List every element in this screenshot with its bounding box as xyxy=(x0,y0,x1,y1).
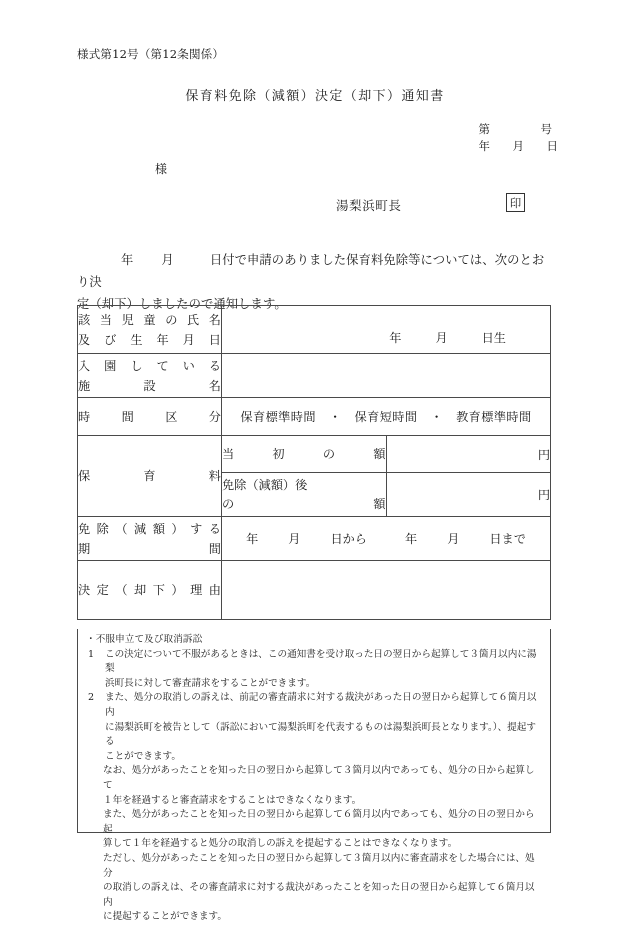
note-number: 1 xyxy=(88,648,95,660)
date-day-label: 日 xyxy=(546,139,558,153)
note-line: に湯梨浜町を被告として（訴訟において湯梨浜町を代表するものは湯梨浜町長となります。）、提起する xyxy=(105,721,536,748)
table-row-decision-reason xyxy=(78,561,551,620)
row-value-decision-reason[interactable] xyxy=(222,561,551,620)
row-label-line2: 施設名 xyxy=(78,378,221,393)
note-line: 浜町長に対して審査請求をすることができます。 xyxy=(105,677,316,689)
period-to-year-label: 年 xyxy=(405,532,418,546)
row-label-line1: 入園している xyxy=(78,358,221,373)
note-line: また、処分があったことを知った日の翌日から起算して６箇月以内であっても、処分の日の翌日から起 xyxy=(103,809,535,835)
dob-day-label: 日生 xyxy=(481,331,506,345)
sub-label-amount-after-reduction xyxy=(222,473,387,517)
document-number-date-block xyxy=(479,121,559,155)
date-year-label: 年 xyxy=(478,139,490,153)
note-line: に提起することができます。 xyxy=(103,911,227,923)
table-row-child-name-dob xyxy=(78,306,551,354)
issuer-name: 湯梨浜町長 xyxy=(336,198,402,213)
row-label-exemption-period xyxy=(78,517,222,561)
document-number-line xyxy=(479,121,559,138)
row-label-text: 時間区分 xyxy=(78,409,221,424)
seal-stamp-box: 印 xyxy=(506,193,525,212)
note-line: また、処分の取消しの訴えは、前記の審査請求に対する裁決があった日の翌日から起算して６箇月以内 xyxy=(105,692,537,718)
row-label-line2: 及び生年月日 xyxy=(78,332,221,347)
appeal-note-supplementary xyxy=(86,764,543,925)
row-label-line1: 該当児童の氏名 xyxy=(78,312,221,327)
document-title: 保育料免除（減額）決定（却下）通知書 xyxy=(185,89,445,104)
appeal-notice-heading: ・不服申立て及び取消訴訟 xyxy=(86,634,203,645)
row-label-text: 決定（却下）理由 xyxy=(78,583,221,597)
note-line: ことができます。 xyxy=(105,750,181,762)
note-line: なお、処分があったことを知った日の翌日から起算して３箇月以内であっても、処分の日から起算して xyxy=(103,765,535,791)
row-label-line2: 期間 xyxy=(78,541,221,556)
dob-year-label: 年 xyxy=(389,331,402,345)
body-line2-text: 定（却下）しましたので通知します。 xyxy=(77,297,287,311)
note-text xyxy=(105,691,543,764)
sub-label-line1: 免除（減額）後 xyxy=(222,477,308,492)
dob-month-label: 月 xyxy=(435,331,448,345)
table-row-fee-original xyxy=(78,436,551,473)
time-option-standard-education[interactable]: 教育標準時間 xyxy=(456,410,532,424)
table-row-time-classification xyxy=(78,398,551,436)
appeal-note-item-1 xyxy=(86,648,543,692)
appeal-note-item-2 xyxy=(86,691,543,764)
body-line1-text: 日付で申請のありました保育料免除等については、次のとおり決 xyxy=(77,253,545,289)
sub-label-text: 当初の額 xyxy=(222,446,386,461)
addressee-honorific: 様 xyxy=(155,162,168,176)
body-year-label: 年 xyxy=(121,253,134,267)
value-amount-after-reduction[interactable] xyxy=(386,473,551,517)
time-option-standard-care[interactable]: 保育標準時間 xyxy=(240,410,316,424)
row-label-decision-reason xyxy=(78,561,222,620)
note-text xyxy=(105,648,543,692)
row-value-time-classification xyxy=(222,398,551,436)
number-suffix-label: 号 xyxy=(540,122,552,136)
note-number: 2 xyxy=(88,692,95,704)
currency-unit-yen: 円 xyxy=(537,488,550,502)
dob-placeholder-line xyxy=(222,308,550,351)
decision-details-table xyxy=(77,305,551,620)
note-line: この決定について不服があるときは、この通知書を受け取った日の翌日から起算して３箇月以内に湯梨 xyxy=(105,648,537,675)
document-date-line xyxy=(479,138,559,155)
period-from-day-label: 日から xyxy=(330,532,367,546)
note-line: ただし、処分があったことを知った日の翌日から起算して３箇月以内に審査請求をした場合には、処分 xyxy=(103,852,535,879)
table-row-exemption-period xyxy=(78,517,551,561)
row-label-time-classification xyxy=(78,398,222,436)
note-line: １年を経過すると審査請求をすることはできなくなります。 xyxy=(103,794,362,806)
row-value-child-name-dob[interactable] xyxy=(222,306,551,354)
sub-label-line2: の額 xyxy=(222,496,386,511)
option-separator-1: ・ xyxy=(328,410,342,424)
period-from-year-label: 年 xyxy=(246,532,259,546)
row-label-childcare-fee xyxy=(78,436,222,517)
date-month-label: 月 xyxy=(512,139,524,153)
currency-unit-yen: 円 xyxy=(537,447,550,462)
sub-label-original-amount xyxy=(222,436,387,473)
note-line: 算して１年を経過すると処分の取消しの訴えを提起することはできなくなります。 xyxy=(103,838,458,850)
table-row-facility-name xyxy=(78,354,551,398)
period-to-day-label: 日まで xyxy=(489,532,526,546)
row-label-line1: 免除（減額）する xyxy=(78,521,221,536)
time-option-short-care[interactable]: 保育短時間 xyxy=(354,410,418,424)
row-label-child-name-dob xyxy=(78,306,222,354)
value-original-amount[interactable] xyxy=(386,436,551,473)
appeal-notice-box xyxy=(77,629,551,923)
row-label-text: 保育料 xyxy=(78,469,221,483)
body-month-label: 月 xyxy=(161,253,174,267)
option-separator-2: ・ xyxy=(430,410,444,424)
row-label-facility-name xyxy=(78,354,222,398)
row-value-facility-name[interactable] xyxy=(222,354,551,398)
form-number: 様式第12号（第12条関係） xyxy=(77,47,225,61)
number-prefix-label: 第 xyxy=(478,122,490,136)
row-value-exemption-period[interactable] xyxy=(222,517,551,561)
period-from-month-label: 月 xyxy=(288,532,301,546)
period-to-month-label: 月 xyxy=(447,532,460,546)
note-line: の取消しの訴えは、その審査請求に対する裁決があったことを知った日の翌日から起算して６箇月以内 xyxy=(103,882,535,908)
